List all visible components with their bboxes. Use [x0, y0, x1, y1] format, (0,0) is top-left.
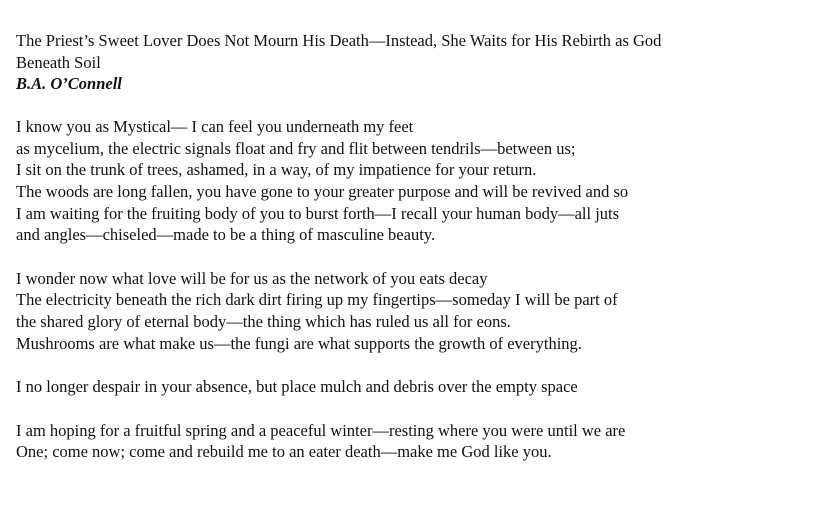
poem-title-line-1: The Priest’s Sweet Lover Does Not Mourn His Death—Instead, She Waits for His Rebirth as God — [16, 31, 662, 50]
stanza-4 — [16, 420, 801, 463]
poem-line: and angles—chiseled—made to be a thing of masculine beauty. — [16, 225, 436, 245]
poem-line: I am waiting for the fruiting body of you to burst forth—I recall your human body—all juts — [16, 203, 620, 223]
poem-line: The electricity beneath the rich dark dirt firing up my fingertips—someday I will be part of — [16, 290, 618, 310]
poem-title — [16, 30, 801, 73]
poem-line: One; come now; come and rebuild me to an eater death—make me God like you. — [16, 442, 552, 462]
poem-line: I wonder now what love will be for us as the network of you eats decay — [16, 268, 488, 288]
stanza-1 — [16, 116, 801, 246]
poem-line: I sit on the trunk of trees, ashamed, in a way, of my impatience for your return. — [16, 160, 537, 180]
poem-line: I am hoping for a fruitful spring and a peaceful winter—resting where you were until we are — [16, 420, 626, 440]
poem-line: The woods are long fallen, you have gone to your greater purpose and will be revived and so — [16, 181, 629, 201]
poem-line: as mycelium, the electric signals float and fry and flit between tendrils—between us; — [16, 138, 576, 158]
stanza-2 — [16, 268, 801, 354]
poem-author: B.A. O’Connell — [16, 74, 122, 94]
poem-line: Mushrooms are what make us—the fungi are what supports the growth of everything. — [16, 333, 582, 353]
poem-line: the shared glory of eternal body—the thing which has ruled us all for eons. — [16, 311, 511, 331]
poem-title-line-2: Beneath Soil — [16, 52, 101, 72]
poem-line: I no longer despair in your absence, but place mulch and debris over the empty space — [16, 377, 578, 397]
poem-line: I know you as Mystical— I can feel you underneath my feet — [16, 117, 414, 137]
stanza-3 — [16, 376, 801, 398]
